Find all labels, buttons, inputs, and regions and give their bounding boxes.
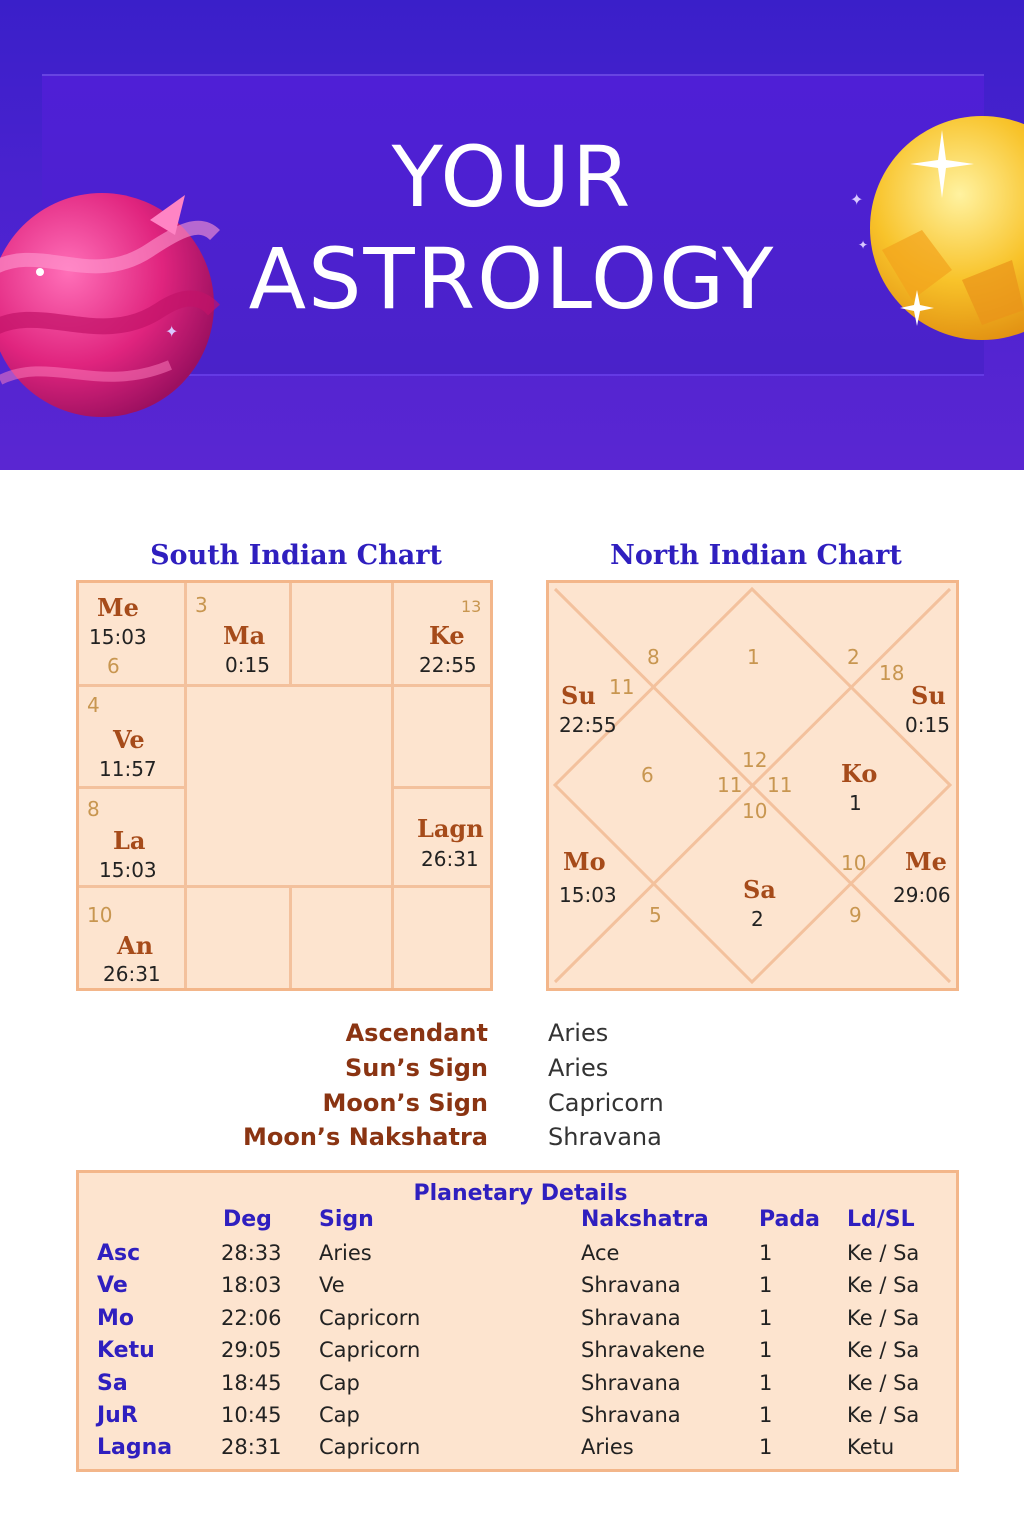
sparkle-icon: ✦: [858, 238, 869, 252]
planet-nakshatra: Shravana: [581, 1370, 681, 1395]
sparkle-icon: ✦: [165, 322, 179, 341]
planet-pada: 1: [759, 1305, 773, 1330]
planet-name: Ketu: [97, 1338, 155, 1364]
house-number: 11: [767, 773, 793, 797]
degree-value: 26:31: [103, 962, 161, 986]
house-number: 1: [747, 645, 760, 669]
col-header-ldsl: Ld/SL: [847, 1207, 915, 1232]
house-number: 10: [742, 799, 768, 823]
planet-degree: 18:03: [221, 1273, 282, 1298]
south-indian-chart: [76, 580, 493, 991]
planet-nakshatra: Shravana: [581, 1403, 681, 1427]
summary-label-moon-sign: Moon’s Sign: [322, 1089, 488, 1117]
planet-pada: 1: [759, 1435, 773, 1460]
house-number: 6: [641, 763, 654, 787]
house-number: 8: [647, 645, 660, 669]
planet-ldsl: Ke / Sa: [847, 1241, 920, 1265]
degree-value: 15:03: [99, 858, 157, 882]
planet-sign: Capricorn: [319, 1305, 421, 1330]
planet-ldsl: Ketu: [847, 1435, 895, 1460]
planetary-details-table: [76, 1170, 959, 1472]
planet-ldsl: Ke / Sa: [847, 1403, 920, 1427]
planet-degree: 10:45: [221, 1403, 282, 1427]
planet-pada: 1: [759, 1338, 773, 1363]
planet-label: Ke: [429, 621, 465, 650]
planet-pada: 1: [759, 1370, 773, 1395]
planet-label: Ve: [113, 725, 145, 754]
planet-ldsl: Ke / Sa: [847, 1370, 920, 1395]
house-number: 9: [849, 903, 862, 927]
degree-value: 15:03: [559, 883, 617, 907]
degree-value: 22:55: [559, 713, 617, 737]
planet-sign: Ve: [319, 1273, 345, 1298]
planet-name: Asc: [97, 1241, 141, 1266]
house-number: 10: [87, 903, 113, 927]
hero-banner: [0, 0, 1024, 470]
planet-label: Mo: [563, 847, 606, 876]
planet-name: JuR: [97, 1403, 138, 1428]
planet-label: Sa: [743, 875, 776, 904]
planet-nakshatra: Aries: [581, 1435, 634, 1460]
planet-nakshatra: Shravakene: [581, 1338, 706, 1363]
planet-degree: 22:06: [221, 1305, 282, 1330]
planet-label: An: [117, 931, 154, 960]
house-number: 8: [87, 797, 100, 821]
sparkle-icon: ✦: [850, 190, 864, 209]
north-chart-title: North Indian Chart: [610, 540, 902, 571]
house-number: 18: [879, 661, 905, 685]
house-number: 13: [461, 597, 482, 616]
house-number: 6: [107, 654, 120, 678]
planet-sign: Capricorn: [319, 1338, 421, 1363]
degree-value: 11:57: [99, 757, 157, 781]
planet-label: Me: [97, 593, 139, 622]
house-number: 2: [847, 645, 860, 669]
planet-name: Mo: [97, 1305, 135, 1331]
degree-value: 1: [849, 791, 862, 815]
planet-sign: Cap: [319, 1370, 360, 1395]
degree-value: 0:15: [225, 653, 270, 677]
summary-value-sun-sign: Aries: [548, 1054, 609, 1082]
planet-sign: Cap: [319, 1403, 360, 1427]
planet-sign: Capricorn: [319, 1435, 421, 1460]
planet-name: Lagna: [97, 1435, 173, 1461]
summary-value-moon-nakshatra: Shravana: [548, 1123, 662, 1151]
planet-label: Su: [561, 681, 596, 710]
planet-label: Lagn: [417, 814, 484, 843]
house-number: 3: [195, 593, 208, 617]
planet-pada: 1: [759, 1273, 773, 1298]
planet-name: Sa: [97, 1370, 128, 1396]
degree-value: 26:31: [421, 847, 479, 871]
banner-title-line1: YOUR: [391, 128, 633, 226]
summary-label-moon-nakshatra: Moon’s Nakshatra: [242, 1123, 488, 1151]
planet-sign: Aries: [319, 1241, 372, 1265]
planet-pada: 1: [759, 1403, 773, 1427]
planet-nakshatra: Shravana: [581, 1273, 681, 1298]
planet-label: Me: [905, 847, 947, 876]
col-header-sign: Sign: [319, 1207, 374, 1232]
summary-label-ascendant: Ascendant: [345, 1019, 488, 1047]
planet-nakshatra: Shravana: [581, 1305, 681, 1330]
degree-value: 29:06: [893, 883, 951, 907]
north-indian-chart: [546, 580, 959, 991]
summary-value-moon-sign: Capricorn: [548, 1089, 664, 1117]
planet-label: Su: [911, 681, 946, 710]
planet-label: La: [113, 826, 146, 855]
house-number: 10: [841, 851, 867, 875]
summary-label-sun-sign: Sun’s Sign: [345, 1054, 488, 1082]
planet-degree: 28:31: [221, 1435, 282, 1460]
planet-label: Ma: [223, 621, 266, 650]
planet-ldsl: Ke / Sa: [847, 1305, 920, 1330]
planet-nakshatra: Ace: [581, 1241, 620, 1265]
planet-pada: 1: [759, 1241, 773, 1265]
banner-title-line2: ASTROLOGY: [248, 230, 776, 328]
house-number: 4: [87, 693, 100, 717]
house-number: 5: [649, 903, 662, 927]
col-header-pada: Pada: [759, 1207, 820, 1232]
degree-value: 15:03: [89, 625, 147, 649]
planet-ldsl: Ke / Sa: [847, 1273, 920, 1298]
house-number: 12: [742, 748, 768, 772]
degree-value: 0:15: [905, 713, 950, 737]
south-chart-title: South Indian Chart: [150, 540, 442, 571]
planetary-details-title: Planetary Details: [413, 1181, 628, 1206]
planet-name: Ve: [97, 1273, 128, 1299]
degree-value: 22:55: [419, 653, 477, 677]
planet-degree: 29:05: [221, 1338, 282, 1363]
house-number: 11: [717, 773, 743, 797]
planet-ldsl: Ke / Sa: [847, 1338, 920, 1363]
col-header-nakshatra: Nakshatra: [581, 1207, 709, 1232]
house-number: 11: [609, 675, 635, 699]
planet-label: Ko: [841, 759, 878, 788]
planet-degree: 28:33: [221, 1241, 282, 1265]
summary-value-ascendant: Aries: [548, 1019, 609, 1047]
planet-degree: 18:45: [221, 1370, 282, 1395]
col-header-deg: Deg: [223, 1207, 272, 1232]
degree-value: 2: [751, 907, 764, 931]
